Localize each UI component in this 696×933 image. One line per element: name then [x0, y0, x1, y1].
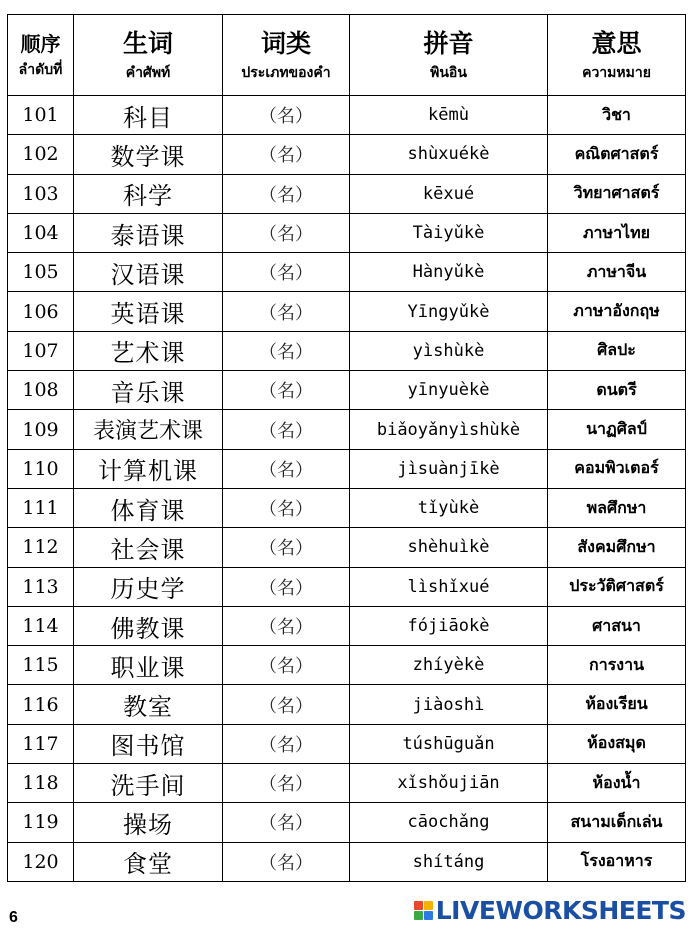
thai-meaning: ประวัติศาสตร์	[548, 567, 686, 606]
part-of-speech: （名）	[223, 449, 350, 488]
header-word-th: คำศัพท์	[125, 64, 171, 80]
thai-meaning: การงาน	[548, 646, 686, 685]
row-number: 120	[8, 842, 74, 881]
row-number: 108	[8, 371, 74, 410]
chinese-word: 社会课	[74, 528, 223, 567]
chinese-word: 教室	[74, 685, 223, 724]
pinyin: cāochǎng	[350, 803, 548, 842]
pinyin: biǎoyǎnyìshùkè	[350, 410, 548, 449]
pinyin: kēxué	[350, 174, 548, 213]
thai-meaning: ศาสนา	[548, 606, 686, 645]
thai-meaning: วิทยาศาสตร์	[548, 174, 686, 213]
table-row	[8, 528, 686, 567]
pinyin: Tàiyǔkè	[350, 213, 548, 252]
table-body	[8, 96, 686, 882]
table-row	[8, 646, 686, 685]
table-row	[8, 488, 686, 527]
chinese-word: 体育课	[74, 488, 223, 527]
pinyin: shítáng	[350, 842, 548, 881]
header-row	[8, 15, 686, 96]
part-of-speech: （名）	[223, 724, 350, 763]
row-number: 118	[8, 764, 74, 803]
part-of-speech: （名）	[223, 135, 350, 174]
row-number: 101	[8, 96, 74, 135]
part-of-speech: （名）	[223, 96, 350, 135]
header-meaning	[548, 15, 686, 96]
chinese-word: 科学	[74, 174, 223, 213]
brand-text: LIVEWORKSHEETS	[435, 895, 686, 925]
logo-square	[414, 901, 423, 910]
chinese-word: 操场	[74, 803, 223, 842]
row-number: 116	[8, 685, 74, 724]
part-of-speech: （名）	[223, 528, 350, 567]
part-of-speech: （名）	[223, 253, 350, 292]
thai-meaning: ดนตรี	[548, 371, 686, 410]
part-of-speech: （名）	[223, 646, 350, 685]
header-word	[74, 15, 223, 96]
thai-meaning: คณิตศาสตร์	[548, 135, 686, 174]
header-meaning-th: ความหมาย	[582, 64, 651, 80]
chinese-word: 表演艺术课	[74, 410, 223, 449]
table-row	[8, 724, 686, 763]
pinyin: Yīngyǔkè	[350, 292, 548, 331]
thai-meaning: ห้องสมุด	[548, 724, 686, 763]
chinese-word: 汉语课	[74, 253, 223, 292]
header-order-zh: 顺序	[20, 32, 61, 56]
table-row	[8, 803, 686, 842]
chinese-word: 数学课	[74, 135, 223, 174]
thai-meaning: ภาษาไทย	[548, 213, 686, 252]
thai-meaning: ภาษาจีน	[548, 253, 686, 292]
chinese-word: 艺术课	[74, 331, 223, 370]
row-number: 107	[8, 331, 74, 370]
row-number: 117	[8, 724, 74, 763]
thai-meaning: ห้องน้ำ	[548, 764, 686, 803]
pinyin: shèhuìkè	[350, 528, 548, 567]
table-row	[8, 135, 686, 174]
part-of-speech: （名）	[223, 606, 350, 645]
row-number: 102	[8, 135, 74, 174]
header-pinyin	[350, 15, 548, 96]
row-number: 106	[8, 292, 74, 331]
header-order-th: ลำดับที่	[18, 61, 63, 77]
part-of-speech: （名）	[223, 174, 350, 213]
part-of-speech: （名）	[223, 803, 350, 842]
header-pos-zh: 词类	[260, 29, 311, 58]
header-pos-th: ประเภทของคำ	[241, 64, 331, 80]
header-pos	[223, 15, 350, 96]
part-of-speech: （名）	[223, 764, 350, 803]
pinyin: Hànyǔkè	[350, 253, 548, 292]
thai-meaning: นาฏศิลป์	[548, 410, 686, 449]
pinyin: jiàoshì	[350, 685, 548, 724]
thai-meaning: วิชา	[548, 96, 686, 135]
chinese-word: 英语课	[74, 292, 223, 331]
part-of-speech: （名）	[223, 371, 350, 410]
part-of-speech: （名）	[223, 410, 350, 449]
thai-meaning: ศิลปะ	[548, 331, 686, 370]
pinyin: kēmù	[350, 96, 548, 135]
header-pinyin-zh: 拼音	[423, 29, 474, 58]
part-of-speech: （名）	[223, 685, 350, 724]
header-meaning-zh: 意思	[591, 29, 642, 58]
part-of-speech: （名）	[223, 567, 350, 606]
thai-meaning: พลศึกษา	[548, 488, 686, 527]
table-row	[8, 842, 686, 881]
table-row	[8, 606, 686, 645]
table-row	[8, 764, 686, 803]
table-row	[8, 331, 686, 370]
table-row	[8, 567, 686, 606]
table-row	[8, 449, 686, 488]
brand-logo-icon	[414, 901, 433, 920]
part-of-speech: （名）	[223, 488, 350, 527]
row-number: 110	[8, 449, 74, 488]
row-number: 104	[8, 213, 74, 252]
header-pinyin-th: พินอิน	[430, 64, 467, 80]
table-row	[8, 213, 686, 252]
part-of-speech: （名）	[223, 213, 350, 252]
pinyin: túshūguǎn	[350, 724, 548, 763]
liveworksheets-logo[interactable]	[414, 895, 686, 925]
thai-meaning: โรงอาหาร	[548, 842, 686, 881]
chinese-word: 图书馆	[74, 724, 223, 763]
chinese-word: 佛教课	[74, 606, 223, 645]
table-row	[8, 96, 686, 135]
row-number: 112	[8, 528, 74, 567]
row-number: 114	[8, 606, 74, 645]
logo-square	[424, 911, 433, 920]
pinyin: zhíyèkè	[350, 646, 548, 685]
pinyin: jìsuànjīkè	[350, 449, 548, 488]
pinyin: tǐyùkè	[350, 488, 548, 527]
thai-meaning: คอมพิวเตอร์	[548, 449, 686, 488]
pinyin: fójiāokè	[350, 606, 548, 645]
header-order	[8, 15, 74, 96]
chinese-word: 泰语课	[74, 213, 223, 252]
pinyin: xǐshǒujiān	[350, 764, 548, 803]
row-number: 109	[8, 410, 74, 449]
pinyin: yìshùkè	[350, 331, 548, 370]
pinyin: shùxuékè	[350, 135, 548, 174]
thai-meaning: ภาษาอังกฤษ	[548, 292, 686, 331]
chinese-word: 音乐课	[74, 371, 223, 410]
chinese-word: 食堂	[74, 842, 223, 881]
chinese-word: 历史学	[74, 567, 223, 606]
row-number: 115	[8, 646, 74, 685]
row-number: 103	[8, 174, 74, 213]
pinyin: yīnyuèkè	[350, 371, 548, 410]
row-number: 113	[8, 567, 74, 606]
table-row	[8, 685, 686, 724]
page-number: 6	[9, 909, 18, 926]
table-row	[8, 253, 686, 292]
vocabulary-table	[7, 14, 686, 882]
row-number: 119	[8, 803, 74, 842]
pinyin: lìshǐxué	[350, 567, 548, 606]
table-header	[8, 15, 686, 96]
chinese-word: 职业课	[74, 646, 223, 685]
chinese-word: 科目	[74, 96, 223, 135]
thai-meaning: ห้องเรียน	[548, 685, 686, 724]
header-word-zh: 生词	[122, 29, 173, 58]
chinese-word: 洗手间	[74, 764, 223, 803]
thai-meaning: สนามเด็กเล่น	[548, 803, 686, 842]
table-row	[8, 371, 686, 410]
thai-meaning: สังคมศึกษา	[548, 528, 686, 567]
part-of-speech: （名）	[223, 331, 350, 370]
table-row	[8, 292, 686, 331]
row-number: 111	[8, 488, 74, 527]
table-row	[8, 410, 686, 449]
part-of-speech: （名）	[223, 842, 350, 881]
part-of-speech: （名）	[223, 292, 350, 331]
chinese-word: 计算机课	[74, 449, 223, 488]
row-number: 105	[8, 253, 74, 292]
logo-square	[424, 901, 433, 910]
table-row	[8, 174, 686, 213]
logo-square	[414, 911, 423, 920]
